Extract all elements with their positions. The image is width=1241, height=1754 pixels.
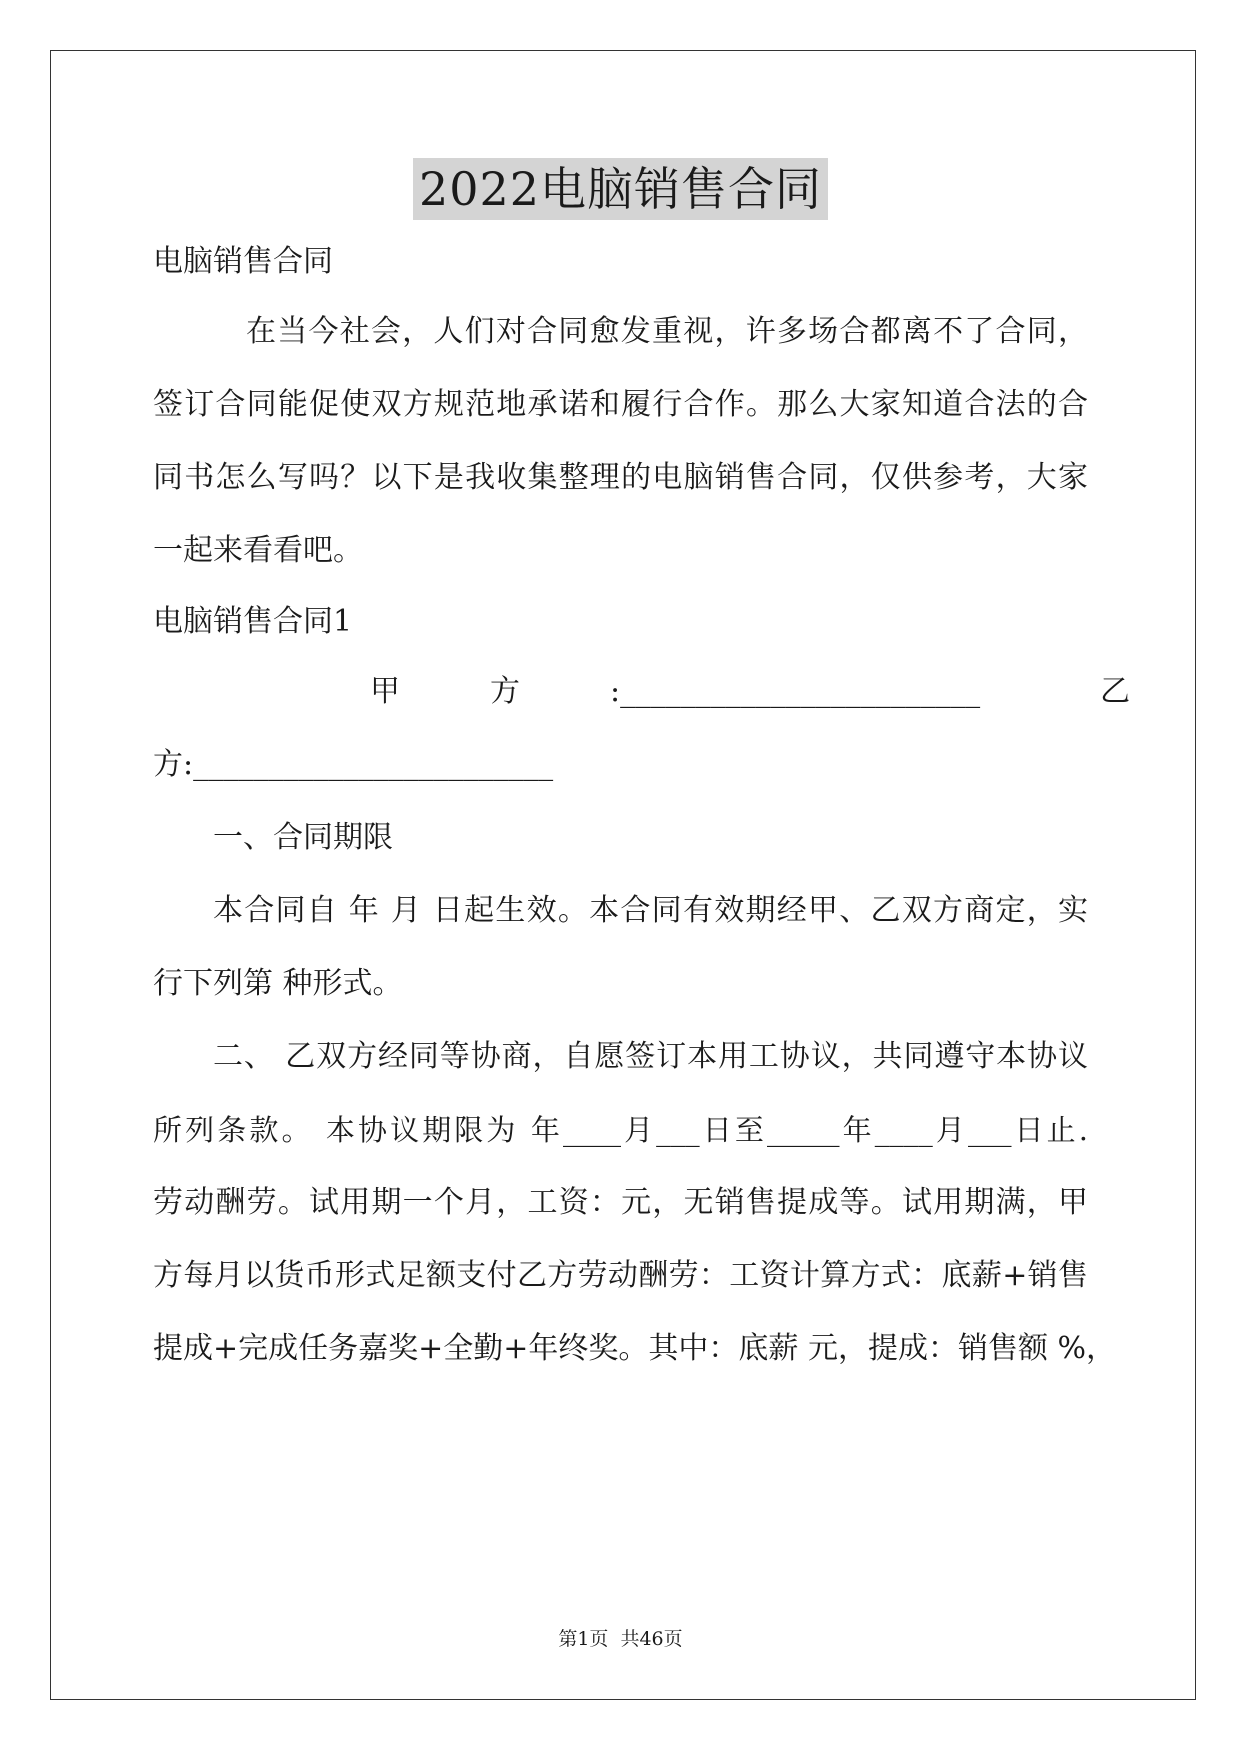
page-footer bbox=[0, 1627, 1241, 1651]
clause-line: 行下列第 种形式。 bbox=[153, 966, 403, 1001]
paragraph-line: 同书怎么写吗？以下是我收集整理的电脑销售合同，仅供参考，大家 bbox=[153, 460, 1088, 495]
intro-heading: 电脑销售合同 bbox=[153, 244, 333, 279]
clause-line: 本合同自 年 月 日起生效。本合同有效期经甲、乙双方商定，实 bbox=[213, 893, 1088, 928]
paragraph-line: 签订合同能促使双方规范地承诺和履行合作。那么大家知道合法的合 bbox=[153, 387, 1088, 422]
page-border bbox=[50, 50, 1196, 1700]
clause-line: 提成+完成任务嘉奖+全勤+年终奖。其中：底薪 元，提成：销售额 %， bbox=[153, 1331, 1116, 1366]
paragraph-line: 在当今社会，人们对合同愈发重视，许多场合都离不了合同， bbox=[246, 314, 1088, 349]
page-number: 第1页 bbox=[558, 1628, 609, 1650]
clause-line: 二、 乙双方经同等协商，自愿签订本用工协议，共同遵守本协议 bbox=[213, 1039, 1088, 1074]
clause-line: 劳动酬劳。试用期一个月，工资：元，无销售提成等。试用期满，甲 bbox=[153, 1185, 1088, 1220]
clause-line: 所列条款。 本协议期限为 年____月___日至_____年____月___日止. bbox=[153, 1113, 1088, 1147]
clause-heading: 一、合同期限 bbox=[213, 820, 393, 855]
paragraph-line: 一起来看看吧。 bbox=[153, 533, 363, 568]
title-container bbox=[0, 158, 1241, 220]
document-title: 2022电脑销售合同 bbox=[413, 158, 828, 220]
party-b-line: 方:________________________ bbox=[153, 747, 554, 782]
section-heading: 电脑销售合同1 bbox=[153, 604, 353, 639]
page-total: 共46页 bbox=[620, 1628, 683, 1650]
clause-line: 方每月以货币形式足额支付乙方劳动酬劳：工资计算方式：底薪+销售 bbox=[153, 1258, 1088, 1293]
party-a-line: 甲 方 :________________________ 乙 bbox=[370, 674, 1131, 709]
